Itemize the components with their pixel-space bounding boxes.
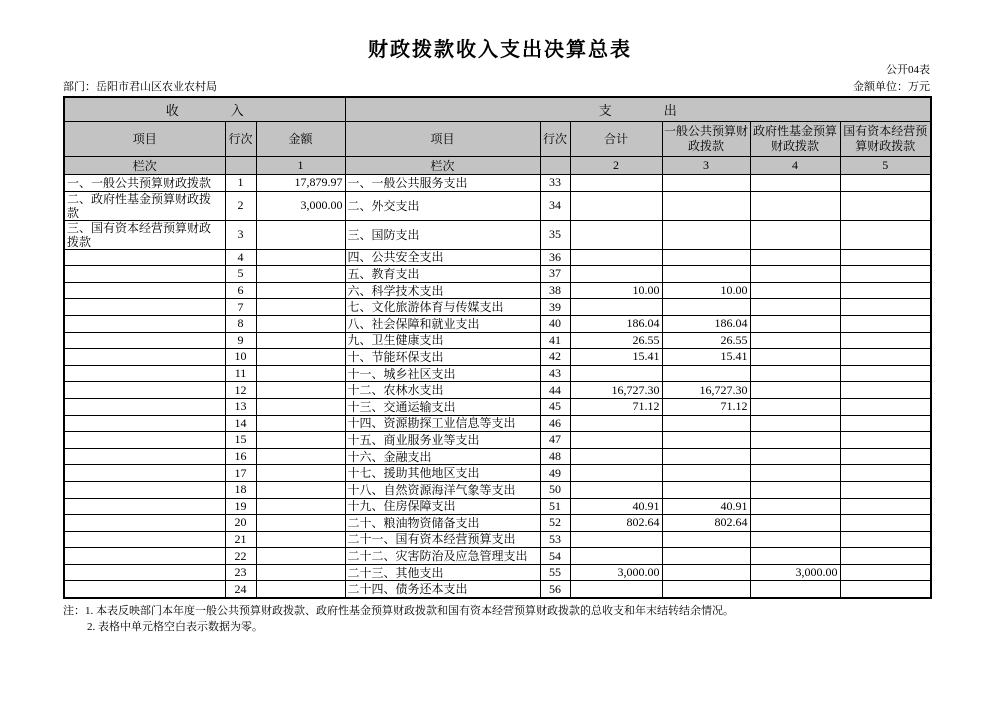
income-amount-cell xyxy=(256,548,345,565)
expense-total-cell: 3,000.00 xyxy=(570,564,662,581)
income-line-cell: 6 xyxy=(225,282,256,299)
expense-state-capital-cell xyxy=(840,548,931,565)
income-line-cell: 21 xyxy=(225,531,256,548)
expense-index-label: 栏次 xyxy=(345,157,540,175)
expense-line-cell: 40 xyxy=(540,315,570,332)
expense-line-cell: 53 xyxy=(540,531,570,548)
table-row xyxy=(64,564,931,581)
expense-line-cell: 50 xyxy=(540,481,570,498)
expense-item-header: 项目 xyxy=(345,122,540,157)
expense-line-cell: 35 xyxy=(540,220,570,249)
income-amount-cell xyxy=(256,432,345,449)
expense-general-budget-cell xyxy=(662,175,750,192)
expense-line-cell: 45 xyxy=(540,398,570,415)
expense-state-capital-cell xyxy=(840,220,931,249)
expense-state-capital-cell xyxy=(840,581,931,598)
expense-line-cell: 47 xyxy=(540,432,570,449)
expense-state-capital-cell xyxy=(840,315,931,332)
expense-total-cell xyxy=(570,481,662,498)
expense-general-budget-cell xyxy=(662,191,750,220)
expense-item-cell: 五、教育支出 xyxy=(345,266,540,283)
income-item-cell xyxy=(64,498,225,515)
table-row xyxy=(64,332,931,349)
expense-state-capital-cell xyxy=(840,349,931,366)
income-line-cell: 19 xyxy=(225,498,256,515)
footnotes xyxy=(63,603,931,635)
income-amount-cell xyxy=(256,282,345,299)
income-amount-cell xyxy=(256,266,345,283)
expense-general-budget-cell xyxy=(662,432,750,449)
income-item-cell xyxy=(64,415,225,432)
expense-general-budget-cell xyxy=(662,481,750,498)
expense-line-cell: 42 xyxy=(540,349,570,366)
expense-item-cell: 十、节能环保支出 xyxy=(345,349,540,366)
income-amount-cell xyxy=(256,531,345,548)
expense-line-cell: 33 xyxy=(540,175,570,192)
table-row xyxy=(64,448,931,465)
table-row xyxy=(64,415,931,432)
footnote-2: 2. 表格中单元格空白表示数据为零。 xyxy=(87,620,263,633)
income-amount-cell xyxy=(256,465,345,482)
income-line-cell: 20 xyxy=(225,515,256,532)
income-line-cell: 13 xyxy=(225,398,256,415)
expense-general-budget-cell: 16,727.30 xyxy=(662,382,750,399)
department-label: 部门：岳阳市君山区农业农村局 xyxy=(63,81,217,93)
table-row xyxy=(64,548,931,565)
income-line-index-blank xyxy=(225,157,256,175)
income-amount-cell xyxy=(256,515,345,532)
expense-item-cell: 十七、援助其他地区支出 xyxy=(345,465,540,482)
expense-general-budget-cell xyxy=(662,299,750,316)
expense-general-budget-cell xyxy=(662,249,750,266)
income-line-cell: 2 xyxy=(225,191,256,220)
income-amount-cell xyxy=(256,481,345,498)
expense-item-cell: 八、社会保障和就业支出 xyxy=(345,315,540,332)
table-row xyxy=(64,465,931,482)
expense-line-cell: 46 xyxy=(540,415,570,432)
income-item-cell xyxy=(64,365,225,382)
income-line-cell: 1 xyxy=(225,175,256,192)
expense-state-capital-cell xyxy=(840,249,931,266)
income-item-cell xyxy=(64,581,225,598)
meta-row xyxy=(63,78,930,94)
income-item-cell xyxy=(64,299,225,316)
expense-gov-fund-cell xyxy=(750,415,840,432)
table-row xyxy=(64,266,931,283)
expense-state-capital-cell xyxy=(840,481,931,498)
table-row xyxy=(64,531,931,548)
expense-general-budget-cell: 10.00 xyxy=(662,282,750,299)
expense-state-capital-cell xyxy=(840,415,931,432)
income-line-cell: 24 xyxy=(225,581,256,598)
expense-total-cell: 186.04 xyxy=(570,315,662,332)
income-amount-cell xyxy=(256,448,345,465)
expense-gov-fund-index: 4 xyxy=(750,157,840,175)
income-line-cell: 8 xyxy=(225,315,256,332)
expense-total-cell xyxy=(570,448,662,465)
income-item-cell xyxy=(64,515,225,532)
expense-total-cell xyxy=(570,581,662,598)
expense-general-budget-cell xyxy=(662,220,750,249)
expense-total-cell xyxy=(570,531,662,548)
expense-state-capital-cell xyxy=(840,398,931,415)
income-item-cell xyxy=(64,382,225,399)
expense-total-cell: 16,727.30 xyxy=(570,382,662,399)
expense-state-capital-cell xyxy=(840,332,931,349)
income-line-cell: 14 xyxy=(225,415,256,432)
income-line-header: 行次 xyxy=(225,122,256,157)
expense-total-cell xyxy=(570,432,662,449)
expense-item-cell: 十五、商业服务业等支出 xyxy=(345,432,540,449)
expense-item-cell: 十六、金融支出 xyxy=(345,448,540,465)
expense-general-index: 3 xyxy=(662,157,750,175)
income-item-cell: 三、国有资本经营预算财政拨款 xyxy=(64,220,225,249)
expense-state-capital-cell xyxy=(840,266,931,283)
expense-general-budget-cell: 802.64 xyxy=(662,515,750,532)
income-amount-cell xyxy=(256,398,345,415)
expense-general-budget-cell: 40.91 xyxy=(662,498,750,515)
expense-gov-fund-cell xyxy=(750,548,840,565)
expense-line-cell: 41 xyxy=(540,332,570,349)
expense-total-cell xyxy=(570,465,662,482)
income-amount-cell: 3,000.00 xyxy=(256,191,345,220)
income-section-header: 收 入 xyxy=(64,97,345,122)
table-row xyxy=(64,191,931,220)
income-item-cell xyxy=(64,266,225,283)
expense-total-cell: 15.41 xyxy=(570,349,662,366)
income-amount-cell xyxy=(256,564,345,581)
income-amount-cell: 17,879.97 xyxy=(256,175,345,192)
expense-total-cell: 10.00 xyxy=(570,282,662,299)
income-item-cell xyxy=(64,564,225,581)
expense-total-cell xyxy=(570,415,662,432)
expense-general-budget-cell xyxy=(662,365,750,382)
expense-gov-fund-cell xyxy=(750,220,840,249)
expense-total-cell xyxy=(570,266,662,283)
expense-total-cell xyxy=(570,548,662,565)
section-header-row xyxy=(64,97,931,122)
expense-state-capital-cell xyxy=(840,515,931,532)
table-row xyxy=(64,398,931,415)
income-line-cell: 4 xyxy=(225,249,256,266)
expense-gov-fund-cell xyxy=(750,448,840,465)
expense-line-cell: 34 xyxy=(540,191,570,220)
table-body xyxy=(64,175,931,598)
expense-general-budget-cell: 26.55 xyxy=(662,332,750,349)
table-row xyxy=(64,249,931,266)
income-item-cell xyxy=(64,531,225,548)
expense-total-cell: 802.64 xyxy=(570,515,662,532)
footnote-1: 注：1. 本表反映部门本年度一般公共预算财政拨款、政府性基金预算财政拨款和国有资本经营预算财政拨款的总收支和年末结转结余情况。 xyxy=(63,604,734,617)
expense-line-cell: 37 xyxy=(540,266,570,283)
table-row xyxy=(64,220,931,249)
table-row xyxy=(64,315,931,332)
income-line-cell: 5 xyxy=(225,266,256,283)
expense-item-cell: 十二、农林水支出 xyxy=(345,382,540,399)
expense-general-budget-cell xyxy=(662,266,750,283)
expense-state-capital-cell xyxy=(840,282,931,299)
expense-gov-fund-cell xyxy=(750,315,840,332)
expense-total-header: 合计 xyxy=(570,122,662,157)
income-line-cell: 9 xyxy=(225,332,256,349)
income-item-cell xyxy=(64,398,225,415)
income-amount-header: 金额 xyxy=(256,122,345,157)
income-amount-cell xyxy=(256,415,345,432)
expense-gov-fund-cell xyxy=(750,299,840,316)
expense-general-budget-cell: 15.41 xyxy=(662,349,750,366)
expense-total-cell xyxy=(570,191,662,220)
expense-line-cell: 52 xyxy=(540,515,570,532)
income-line-cell: 10 xyxy=(225,349,256,366)
expense-general-budget-cell xyxy=(662,531,750,548)
expense-total-cell: 26.55 xyxy=(570,332,662,349)
table-row xyxy=(64,382,931,399)
expense-gov-fund-cell xyxy=(750,581,840,598)
expense-state-capital-cell xyxy=(840,465,931,482)
income-item-cell xyxy=(64,548,225,565)
expense-general-budget-header: 一般公共预算财政拨款 xyxy=(662,122,750,157)
expense-line-cell: 43 xyxy=(540,365,570,382)
expense-general-budget-cell: 71.12 xyxy=(662,398,750,415)
expense-gov-fund-cell: 3,000.00 xyxy=(750,564,840,581)
expense-item-cell: 十一、城乡社区支出 xyxy=(345,365,540,382)
expense-item-cell: 四、公共安全支出 xyxy=(345,249,540,266)
table-row xyxy=(64,481,931,498)
expense-item-cell: 九、卫生健康支出 xyxy=(345,332,540,349)
expense-item-cell: 十八、自然资源海洋气象等支出 xyxy=(345,481,540,498)
expense-state-capital-cell xyxy=(840,498,931,515)
income-item-cell: 二、政府性基金预算财政拨款 xyxy=(64,191,225,220)
unit-label: 金额单位：万元 xyxy=(853,81,930,93)
income-amount-cell xyxy=(256,382,345,399)
expense-total-cell xyxy=(570,365,662,382)
expense-state-capital-cell xyxy=(840,191,931,220)
income-item-cell xyxy=(64,315,225,332)
expense-item-cell: 三、国防支出 xyxy=(345,220,540,249)
table-row xyxy=(64,515,931,532)
expense-line-cell: 51 xyxy=(540,498,570,515)
table-row xyxy=(64,299,931,316)
expense-gov-fund-cell xyxy=(750,398,840,415)
expense-item-cell: 二十三、其他支出 xyxy=(345,564,540,581)
expense-item-cell: 十九、住房保障支出 xyxy=(345,498,540,515)
expense-line-cell: 54 xyxy=(540,548,570,565)
income-line-cell: 17 xyxy=(225,465,256,482)
expense-state-capital-header: 国有资本经营预算财政拨款 xyxy=(840,122,931,157)
expense-item-cell: 二十一、国有资本经营预算支出 xyxy=(345,531,540,548)
expense-state-capital-cell xyxy=(840,448,931,465)
income-line-cell: 23 xyxy=(225,564,256,581)
income-line-cell: 11 xyxy=(225,365,256,382)
table-code-label: 公开04表 xyxy=(886,64,930,76)
expense-item-cell: 一、一般公共服务支出 xyxy=(345,175,540,192)
expense-gov-fund-cell xyxy=(750,175,840,192)
expense-item-cell: 二十、粮油物资储备支出 xyxy=(345,515,540,532)
income-line-cell: 15 xyxy=(225,432,256,449)
income-index-label: 栏次 xyxy=(64,157,225,175)
column-header-row xyxy=(64,122,931,157)
expense-state-capital-cell xyxy=(840,564,931,581)
income-amount-cell xyxy=(256,220,345,249)
expense-gov-fund-cell xyxy=(750,266,840,283)
income-amount-cell xyxy=(256,299,345,316)
income-amount-cell xyxy=(256,581,345,598)
table-row xyxy=(64,498,931,515)
income-line-cell: 12 xyxy=(225,382,256,399)
income-item-cell xyxy=(64,282,225,299)
expense-line-cell: 44 xyxy=(540,382,570,399)
expense-gov-fund-cell xyxy=(750,432,840,449)
expense-gov-fund-cell xyxy=(750,282,840,299)
expense-gov-fund-cell xyxy=(750,249,840,266)
expense-item-cell: 七、文化旅游体育与传媒支出 xyxy=(345,299,540,316)
expense-gov-fund-cell xyxy=(750,531,840,548)
table-row xyxy=(64,349,931,366)
expense-general-budget-cell: 186.04 xyxy=(662,315,750,332)
expense-total-cell: 71.12 xyxy=(570,398,662,415)
page-title: 财政拨款收入支出决算总表 xyxy=(368,39,632,61)
fiscal-appropriation-table xyxy=(63,96,932,599)
table-row xyxy=(64,432,931,449)
income-amount-cell xyxy=(256,498,345,515)
income-line-cell: 7 xyxy=(225,299,256,316)
expense-total-cell xyxy=(570,175,662,192)
table-header xyxy=(64,97,931,175)
expense-gov-fund-cell xyxy=(750,515,840,532)
expense-line-index-blank xyxy=(540,157,570,175)
income-amount-cell xyxy=(256,249,345,266)
expense-state-capital-cell xyxy=(840,175,931,192)
expense-total-index: 2 xyxy=(570,157,662,175)
income-item-cell xyxy=(64,481,225,498)
income-item-cell xyxy=(64,332,225,349)
expense-general-budget-cell xyxy=(662,564,750,581)
expense-line-cell: 48 xyxy=(540,448,570,465)
expense-state-capital-index: 5 xyxy=(840,157,931,175)
income-amount-cell xyxy=(256,332,345,349)
income-item-header: 项目 xyxy=(64,122,225,157)
income-line-cell: 16 xyxy=(225,448,256,465)
expense-total-cell: 40.91 xyxy=(570,498,662,515)
table-row xyxy=(64,175,931,192)
expense-total-cell xyxy=(570,220,662,249)
expense-gov-fund-cell xyxy=(750,349,840,366)
income-item-cell xyxy=(64,448,225,465)
expense-state-capital-cell xyxy=(840,299,931,316)
expense-gov-fund-header: 政府性基金预算财政拨款 xyxy=(750,122,840,157)
expense-line-header: 行次 xyxy=(540,122,570,157)
expense-line-cell: 38 xyxy=(540,282,570,299)
expense-item-cell: 十三、交通运输支出 xyxy=(345,398,540,415)
expense-section-header: 支 出 xyxy=(345,97,931,122)
income-item-cell xyxy=(64,432,225,449)
expense-line-cell: 36 xyxy=(540,249,570,266)
expense-state-capital-cell xyxy=(840,365,931,382)
table-row xyxy=(64,282,931,299)
expense-item-cell: 十四、资源勘探工业信息等支出 xyxy=(345,415,540,432)
expense-general-budget-cell xyxy=(662,448,750,465)
expense-gov-fund-cell xyxy=(750,365,840,382)
income-item-cell xyxy=(64,249,225,266)
expense-gov-fund-cell xyxy=(750,332,840,349)
expense-general-budget-cell xyxy=(662,548,750,565)
expense-general-budget-cell xyxy=(662,465,750,482)
expense-state-capital-cell xyxy=(840,432,931,449)
income-line-cell: 3 xyxy=(225,220,256,249)
table-row xyxy=(64,365,931,382)
expense-gov-fund-cell xyxy=(750,498,840,515)
income-amount-index: 1 xyxy=(256,157,345,175)
income-amount-cell xyxy=(256,349,345,366)
expense-gov-fund-cell xyxy=(750,481,840,498)
expense-line-cell: 56 xyxy=(540,581,570,598)
income-item-cell xyxy=(64,465,225,482)
expense-item-cell: 二十二、灾害防治及应急管理支出 xyxy=(345,548,540,565)
expense-total-cell xyxy=(570,299,662,316)
income-line-cell: 18 xyxy=(225,481,256,498)
expense-general-budget-cell xyxy=(662,581,750,598)
column-index-row xyxy=(64,157,931,175)
income-item-cell: 一、一般公共预算财政拨款 xyxy=(64,175,225,192)
table-sheet xyxy=(63,96,931,635)
expense-item-cell: 二、外交支出 xyxy=(345,191,540,220)
table-row xyxy=(64,581,931,598)
income-amount-cell xyxy=(256,365,345,382)
expense-line-cell: 39 xyxy=(540,299,570,316)
expense-line-cell: 49 xyxy=(540,465,570,482)
expense-gov-fund-cell xyxy=(750,191,840,220)
expense-general-budget-cell xyxy=(662,415,750,432)
expense-item-cell: 六、科学技术支出 xyxy=(345,282,540,299)
income-amount-cell xyxy=(256,315,345,332)
expense-gov-fund-cell xyxy=(750,465,840,482)
expense-item-cell: 二十四、债务还本支出 xyxy=(345,581,540,598)
expense-gov-fund-cell xyxy=(750,382,840,399)
expense-state-capital-cell xyxy=(840,531,931,548)
income-item-cell xyxy=(64,349,225,366)
expense-total-cell xyxy=(570,249,662,266)
expense-state-capital-cell xyxy=(840,382,931,399)
income-line-cell: 22 xyxy=(225,548,256,565)
expense-line-cell: 55 xyxy=(540,564,570,581)
